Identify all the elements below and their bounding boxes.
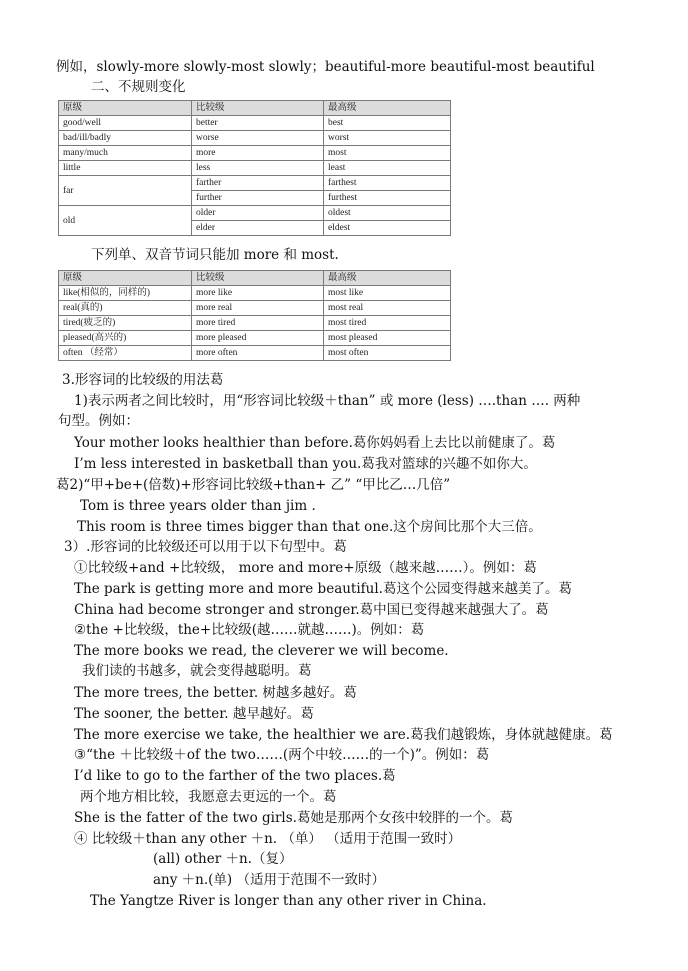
cell-comparative: more pleased [192, 331, 324, 346]
cell-superlative: farthest [324, 176, 451, 191]
example-line: 例如，slowly-more slowly-most slowly；beautiful-more beautiful-most beautiful [56, 59, 595, 75]
cell-superlative: most tired [324, 316, 451, 331]
rule-multiple-comparison: 葛2)“甲+be+(倍数)+形容词比较级+than+ 乙” “甲比乙…几倍” [56, 477, 451, 493]
rule-two-way-comparison: 1)表示两者之间比较时，用“形容词比较级＋than” 或 more (less) ….than …. 两种 [74, 393, 581, 409]
table-row [59, 346, 451, 361]
table-row [59, 206, 451, 221]
cell-comparative: more often [192, 346, 324, 361]
example-sentence: Tom is three years older than jim . [80, 498, 316, 514]
cell-base: many/much [59, 146, 192, 161]
table-row [59, 116, 451, 131]
table-row [59, 301, 451, 316]
cell-comparative: older [192, 206, 324, 221]
example-sentence: The more exercise we take, the healthier we are.葛我们越锻炼，身体就越健康。葛 [74, 727, 613, 743]
section-heading-usage: 3.形容词的比较级的用法葛 [62, 372, 224, 388]
example-translation: 两个地方相比较，我愿意去更远的一个。葛 [80, 789, 337, 805]
cell-comparative: more tired [192, 316, 324, 331]
example-sentence: The sooner, the better. 越早越好。葛 [74, 706, 314, 722]
example-sentence: China had become stronger and stronger.葛中国已变得越来越强大了。葛 [74, 602, 549, 618]
table-row [59, 316, 451, 331]
pattern-4-variant: any ＋n.(单) （适用于范围不一致时） [153, 872, 385, 888]
cell-comparative: more [192, 146, 324, 161]
header-cell-base: 原级 [59, 271, 192, 286]
table-row [59, 286, 451, 301]
cell-comparative: more like [192, 286, 324, 301]
cell-superlative: most pleased [324, 331, 451, 346]
table-row [59, 131, 451, 146]
table-row [59, 161, 451, 176]
example-sentence: Your mother looks healthier than before.葛你妈妈看上去比以前健康了。葛 [74, 435, 556, 451]
more-most-table [58, 270, 451, 361]
cell-base: often （经常） [59, 346, 192, 361]
pattern-4: ④ 比较级＋than any other ＋n. （单） （适用于范围一致时） [74, 831, 462, 847]
example-translation: 我们读的书越多，就会变得越聪明。葛 [82, 663, 312, 679]
irregular-forms-table [58, 100, 451, 236]
cell-comparative: less [192, 161, 324, 176]
cell-comparative: worse [192, 131, 324, 146]
cell-comparative: better [192, 116, 324, 131]
cell-base: real(真的) [59, 301, 192, 316]
header-cell-base: 原级 [59, 101, 192, 116]
header-cell-comparative: 比较级 [192, 101, 324, 116]
cell-superlative: most like [324, 286, 451, 301]
example-sentence: I’m less interested in basketball than you.葛我对篮球的兴趣不如你大。 [74, 456, 537, 472]
header-cell-comparative: 比较级 [192, 271, 324, 286]
cell-base: old [59, 206, 192, 236]
cell-comparative: more real [192, 301, 324, 316]
cell-base: far [59, 176, 192, 206]
rule-sentence-patterns: 3）.形容词的比较级还可以用于以下句型中。葛 [64, 539, 347, 555]
example-sentence: The more trees, the better. 树越多越好。葛 [74, 685, 357, 701]
example-sentence: The park is getting more and more beautiful.葛这个公园变得越来越美了。葛 [74, 581, 572, 597]
table-row [59, 176, 451, 191]
table-header-row [59, 101, 451, 116]
table-header-row [59, 271, 451, 286]
example-sentence: This room is three times bigger than that one.这个房间比那个大三倍。 [77, 519, 542, 535]
example-sentence: I’d like to go to the farther of the two places.葛 [74, 768, 396, 784]
cell-superlative: oldest [324, 206, 451, 221]
note-more-most: 下列单、双音节词只能加 more 和 most. [91, 247, 339, 263]
section-heading-irregular: 二、不规则变化 [91, 79, 186, 95]
cell-base: little [59, 161, 192, 176]
cell-base: tired(疲乏的) [59, 316, 192, 331]
cell-comparative: farther [192, 176, 324, 191]
cell-comparative: further [192, 191, 324, 206]
header-cell-superlative: 最高级 [324, 271, 451, 286]
cell-base: good/well [59, 116, 192, 131]
cell-base: like(相似的，同样的) [59, 286, 192, 301]
cell-superlative: most [324, 146, 451, 161]
cell-superlative: worst [324, 131, 451, 146]
pattern-2: ②the +比较级，the+比较级(越……就越……)。例如：葛 [74, 622, 425, 638]
pattern-3: ③“the ＋比较级＋of the two……(两个中较……的一个)”。例如：葛 [74, 747, 490, 763]
cell-superlative: furthest [324, 191, 451, 206]
cell-superlative: eldest [324, 221, 451, 236]
example-sentence: The Yangtze River is longer than any other river in China. [90, 893, 487, 909]
cell-superlative: least [324, 161, 451, 176]
rule-continuation: 句型。例如： [58, 413, 139, 429]
cell-superlative: most real [324, 301, 451, 316]
cell-base: bad/ill/badly [59, 131, 192, 146]
cell-superlative: best [324, 116, 451, 131]
example-sentence: The more books we read, the cleverer we will become. [74, 643, 449, 659]
table-row [59, 331, 451, 346]
table-row [59, 146, 451, 161]
pattern-1: ①比较级+and +比较级， more and more+原级（越来越……）。例如：葛 [74, 560, 537, 576]
cell-superlative: most often [324, 346, 451, 361]
cell-comparative: elder [192, 221, 324, 236]
pattern-4-variant: (all) other ＋n.（复） [153, 851, 293, 867]
cell-base: pleased(高兴的) [59, 331, 192, 346]
example-sentence: She is the fatter of the two girls.葛她是那两个女孩中较胖的一个。葛 [74, 810, 513, 826]
header-cell-superlative: 最高级 [324, 101, 451, 116]
